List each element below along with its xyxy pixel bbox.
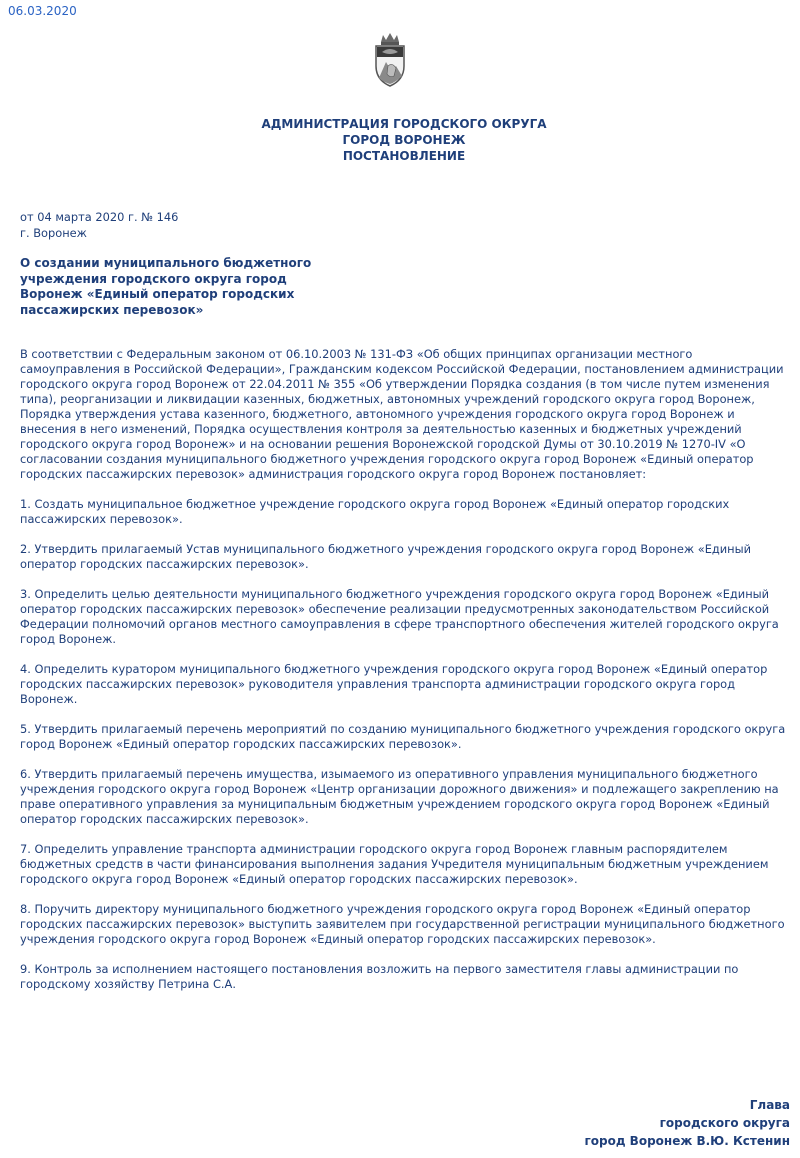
document-city: г. Воронеж — [20, 226, 87, 240]
body-intro: В соответствии с Федеральным законом от 06.10.2003 № 131-ФЗ «Об общих принципах организации местного самоуправления в Российской Федерации», Гражданским кодексом Российской Федерации, постановлением администрации городского округа город Воронеж от 22.04.2011 № 355 «Об утверждении Порядка создания (в том числе путем изменения типа), реорганизации и ликвидации казенных, бюджетных, автономных учреждений городского округа город Воронеж, Порядка утверждения устава казенного, бюджетного, автономного учреждения городского округа город Воронеж и внесения в него изменений, Порядка осуществления контроля за деятельностью казенных и бюджетных учреждений городского округа город Воронеж» и на основании решения Воронежской городской Думы от 30.10.2019 № 1270-IV «О согласовании создания муниципального бюджетного учреждения городского округа город Воронеж «Единый оператор городских пассажирских перевозок» администрация городского округа город Воронеж постановляет: — [20, 347, 784, 481]
header-city: ГОРОД ВОРОНЕЖ — [342, 133, 466, 147]
document-title: О создании муниципального бюджетного учреждения городского округа город Воронеж «Единый оператор городских пассажирских перевозок» — [20, 256, 312, 317]
body-item-5: 5. Утвердить прилагаемый перечень мероприятий по созданию муниципального бюджетного учреждения городского округа город Воронеж «Единый оператор городских пассажирских перевозок». — [20, 722, 786, 751]
signature-name: город Воронеж В.Ю. Кстенин — [584, 1134, 790, 1148]
signature-position: Глава — [749, 1098, 790, 1112]
body-item-3: 3. Определить целью деятельности муниципального бюджетного учреждения городского округа город Воронеж «Единый оператор городских пассажирских перевозок» обеспечение реализации предусмотренных законодательством Российской Федерации полномочий органов местного самоуправления в сфере транспортного обеспечения жителей городского округа город Воронеж. — [20, 587, 779, 646]
body-item-9: 9. Контроль за исполнением настоящего постановления возложить на первого заместителя главы администрации по городскому хозяйству Петрина С.А. — [20, 962, 739, 991]
body-item-7: 7. Определить управление транспорта администрации городского округа город Воронеж главным распорядителем бюджетных средств в части финансирования выполнения задания Учредителя муниципальным бюджетным учреждением городского округа город Воронеж «Единый оператор городских пассажирских перевозок». — [20, 842, 769, 886]
header-authority: АДМИНИСТРАЦИЯ ГОРОДСКОГО ОКРУГА — [261, 117, 547, 131]
document-meta — [20, 209, 178, 241]
coat-of-arms-icon — [372, 32, 408, 88]
body-item-6: 6. Утвердить прилагаемый перечень имущества, изымаемого из оперативного управления муниципального бюджетного учреждения городского округа город Воронеж «Центр организации дорожного движения» и подлежащего закреплению на праве оперативного управления за муниципальным бюджетным учреждением городского округа город Воронеж «Единый оператор городских пассажирских перевозок». — [20, 767, 779, 826]
body-item-4: 4. Определить куратором муниципального бюджетного учреждения городского округа город Воронеж «Единый оператор городских пассажирских перевозок» руководителя управления транспорта администрации городского округа город Воронеж. — [20, 662, 768, 706]
body-item-1: 1. Создать муниципальное бюджетное учреждение городского округа город Воронеж «Единый оператор городских пассажирских перевозок». — [20, 497, 730, 526]
body-item-2: 2. Утвердить прилагаемый Устав муниципального бюджетного учреждения городского округа город Воронеж «Единый оператор городских пассажирских перевозок». — [20, 542, 752, 571]
publication-date: 06.03.2020 — [8, 4, 77, 18]
body-item-8: 8. Поручить директору муниципального бюджетного учреждения городского округа город Воронеж «Единый оператор городских пассажирских перевозок» выступить заявителем при государственной регистрации муниципального бюджетного учреждения городского округа город Воронеж «Единый оператор городских пассажирских перевозок». — [20, 902, 785, 946]
signature-district: городского округа — [659, 1116, 790, 1130]
header-doc-type: ПОСТАНОВЛЕНИЕ — [342, 149, 466, 163]
document-body — [20, 347, 788, 1007]
signature-block — [584, 1096, 790, 1150]
document-number: от 04 марта 2020 г. № 146 — [20, 210, 179, 224]
document-header — [0, 116, 800, 164]
